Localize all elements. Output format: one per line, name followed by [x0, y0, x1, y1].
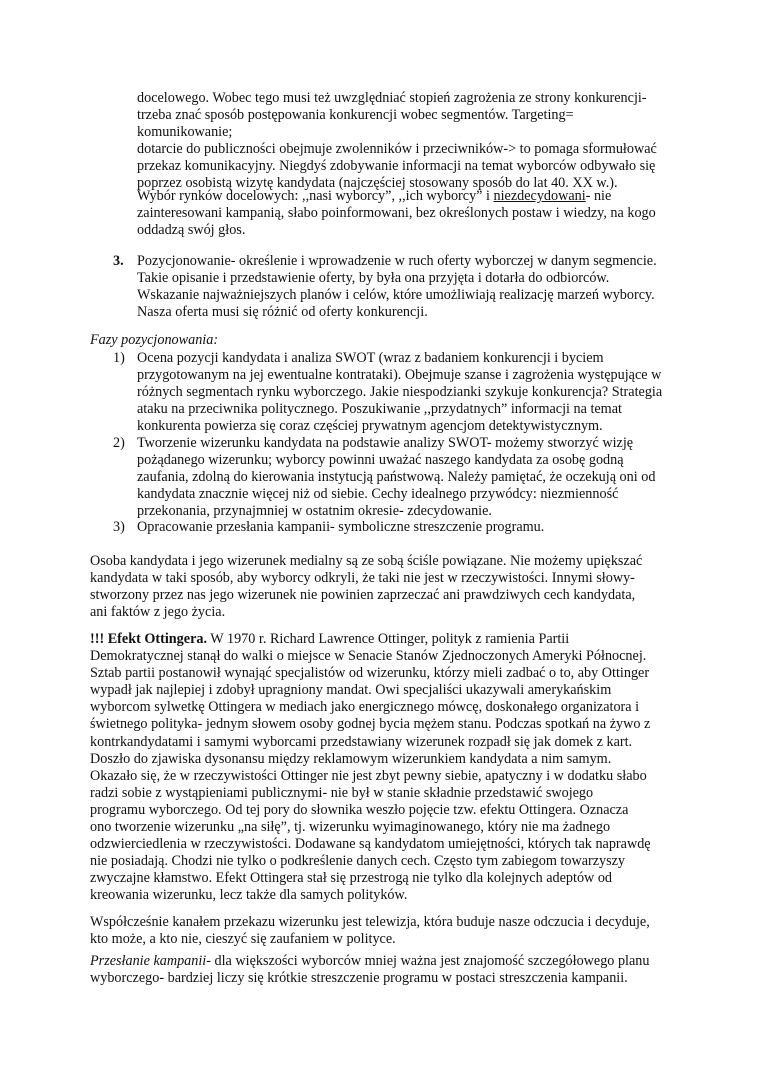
text-line: Współcześnie kanałem przekazu wizerunku jest telewizja, która buduje nasze odczucia i decyduje,	[90, 914, 650, 930]
text-line: kreowania wizerunku, lecz także dla samych polityków.	[90, 887, 408, 904]
paragraph-target-markets	[137, 188, 662, 239]
text-line: wyborczego- bardziej liczy się krótkie streszczenie programu w postaci streszczenia kampanii.	[90, 970, 628, 987]
paragraph-targeting	[137, 90, 662, 193]
text-line: trzeba znać sposób postępowania konkurencji wobec segmentów. Targeting= komunikowanie;	[137, 107, 574, 141]
underlined-term: niezdecydowani	[493, 188, 586, 204]
list-number: 2)	[113, 435, 125, 451]
text-line: Takie opisanie i przedstawienie oferty, by była ona przyjęta i dotarła do odbiorców.	[137, 270, 610, 287]
text-line: zaufania, zdolną do kierowania instytucją państwową. Należy pamiętać, że oczekują oni od	[137, 469, 656, 486]
text-line: programu wyborczego. Od tej pory do słownika weszło pojęcie tzw. efektu Ottingera. Oznacza	[90, 801, 629, 818]
text-line: zainteresowani kampanią, słabo poinformowani, bez określonych postaw i wiedzy, na kogo	[137, 205, 656, 222]
text-line: Wybór rynków docelowych: ,,nasi wyborcy”, ,,ich wyborcy” i niezdecydowani- nie	[137, 188, 612, 204]
text-line: kontrkandydatami i samymi wyborcami przedstawiany wizerunek rozpadł się jak domek z kart.	[90, 733, 633, 750]
text-line: Pozycjonowanie- określenie i wprowadzenie w ruch oferty wyborczej w danym segmencie.	[137, 253, 657, 269]
text-line: dotarcie do publiczności obejmuje zwolenników i przeciwników-> to pomaga sformułować	[137, 141, 657, 158]
text-line: wyborcom sylwetkę Ottingera w mediach jako energicznego mówcę, doskonałego organizatora i	[90, 699, 640, 716]
text-line: odzwierciedlenia w rzeczywistości. Dodawane są kandydatom umiejętności, których tak naprawdę	[90, 836, 651, 853]
paragraph-candidate-image	[90, 553, 672, 621]
list-number: 3)	[113, 519, 125, 535]
text-line: Demokratycznej stanął do walki o miejsce w Senacie Stanów Zjednoczonych Ameryki Północnej.	[90, 648, 647, 665]
italic-lead: Przesłanie kampanii	[90, 953, 207, 969]
text-line: Opracowanie przesłania kampanii- symboliczne streszczenie programu.	[137, 519, 545, 535]
text-line: kto może, a kto nie, cieszyć się zaufaniem w polityce.	[90, 931, 396, 948]
text-line: poprzez osobistą wizytę kandydata (najczęściej stosowany sposób do lat 40. XX w.).	[137, 175, 618, 192]
list-number: 1)	[113, 350, 125, 366]
text-line: pożądanego wizerunku; wyborcy powinni uważać naszego kandydata za osobę godną	[137, 452, 624, 469]
text-line: konkurenta powierza się coraz częściej prywatnym agencjom detektywistycznym.	[137, 418, 603, 435]
list-item	[137, 350, 673, 435]
text-line: przekonania, przynajmniej w ostatnim okresie- zdecydowanie.	[137, 503, 492, 520]
text-line: nie posiadają. Chodzi nie tylko o podkreślenie danych cech. Często tym zabiegom towarzyszy	[90, 853, 626, 870]
text-line: kandydata znacznie więcej niż od siebie. Cechy idealnego przywódcy: niezmienność	[137, 486, 619, 503]
text-line: przygotowanym na jej ewentualne kontrataki). Obejmuje szanse i zagrożenia występujące w	[137, 367, 662, 384]
text-line: Osoba kandydata i jego wizerunek medialny są ze sobą ściśle powiązane. Nie możemy upiększać	[90, 553, 643, 569]
text-line: docelowego. Wobec tego musi też uwzględniać stopień zagrożenia ze strony konkurencji-	[137, 90, 647, 106]
text-line: ataku na przeciwnika politycznego. Poszukiwanie ,,przydatnych” informacji na temat	[137, 401, 622, 418]
text-line: różnych segmentach rynku wyborczego. Jakie niespodzianki szykuje konkurencja? Strategia	[137, 384, 663, 401]
paragraph-positioning	[137, 253, 662, 321]
list-number: 3.	[113, 253, 124, 269]
paragraph-television	[90, 914, 672, 948]
text-line: świetnego polityka- jednym słowem osoby godnej bycia mężem stanu. Podczas spotkań na żywo z	[90, 716, 651, 733]
text-line: Wskazanie najważniejszych planów i celów, które umożliwiają realizację marzeń wyborcy.	[137, 287, 655, 304]
text-line: Tworzenie wizerunku kandydata na podstawie analizy SWOT- możemy stworzyć wizję	[137, 435, 634, 451]
text-line: !!! Efekt Ottingera. W 1970 r. Richard Lawrence Ottinger, polityk z ramienia Partii	[90, 631, 570, 647]
text-line: radzi sobie z wystąpieniami publicznymi- nie był w stanie składnie przedstawić swojego	[90, 784, 594, 801]
text-line: Sztab partii postanowił wynająć specjalistów od wizerunku, którzy mieli zadbać o to, aby Ottinger	[90, 665, 650, 682]
list-item	[137, 435, 673, 520]
bold-lead: !!! Efekt Ottingera.	[90, 631, 208, 647]
text-line: wypadł jak najlepiej i zdobył upragniony mandat. Owi specjaliści ukazywali amerykańskim	[90, 682, 612, 699]
text-line: przekaz komunikacyjny. Niegdyś zdobywanie informacji na temat wyborców odbywało się	[137, 158, 656, 175]
text-line: ani faktów z jego życia.	[90, 604, 226, 621]
paragraph-campaign-message	[90, 953, 672, 987]
text-line: kandydata w taki sposób, aby wyborcy odkryli, że taki nie jest w rzeczywistości. Innymi słowy-	[90, 570, 635, 587]
text-line: Przesłanie kampanii- dla większości wyborców mniej ważna jest znajomość szczegółowego planu	[90, 953, 650, 969]
section-heading: Fazy pozycjonowania:	[90, 332, 219, 348]
text-line: Okazało się, że w rzeczywistości Ottinger nie jest zbyt pewny siebie, apatyczny i w dodatku słabo	[90, 767, 647, 784]
list-item	[137, 519, 673, 536]
text-line: Nasza oferta musi się różnić od oferty konkurencji.	[137, 304, 428, 321]
text-line: oddadzą swój głos.	[137, 222, 246, 239]
paragraph-ottinger-effect	[90, 631, 672, 905]
text-line: Ocena pozycji kandydata i analiza SWOT (wraz z badaniem konkurencji i byciem	[137, 350, 604, 366]
text-line: ono tworzenie wizerunku „na siłę”, tj. wizerunku wyimaginowanego, który nie ma żadnego	[90, 819, 611, 836]
text-line: Doszło do zjawiska dysonansu między reklamowym wizerunkiem kandydata a nim samym.	[90, 750, 612, 767]
text-line: stworzony przez nas jego wizerunek nie powinien zaprzeczać ani prawdziwych cech kandydata,	[90, 587, 636, 604]
text-line: zwyczajne kłamstwo. Efekt Ottingera stał się przestrogą nie tylko dla kolejnych adeptów od	[90, 870, 613, 887]
